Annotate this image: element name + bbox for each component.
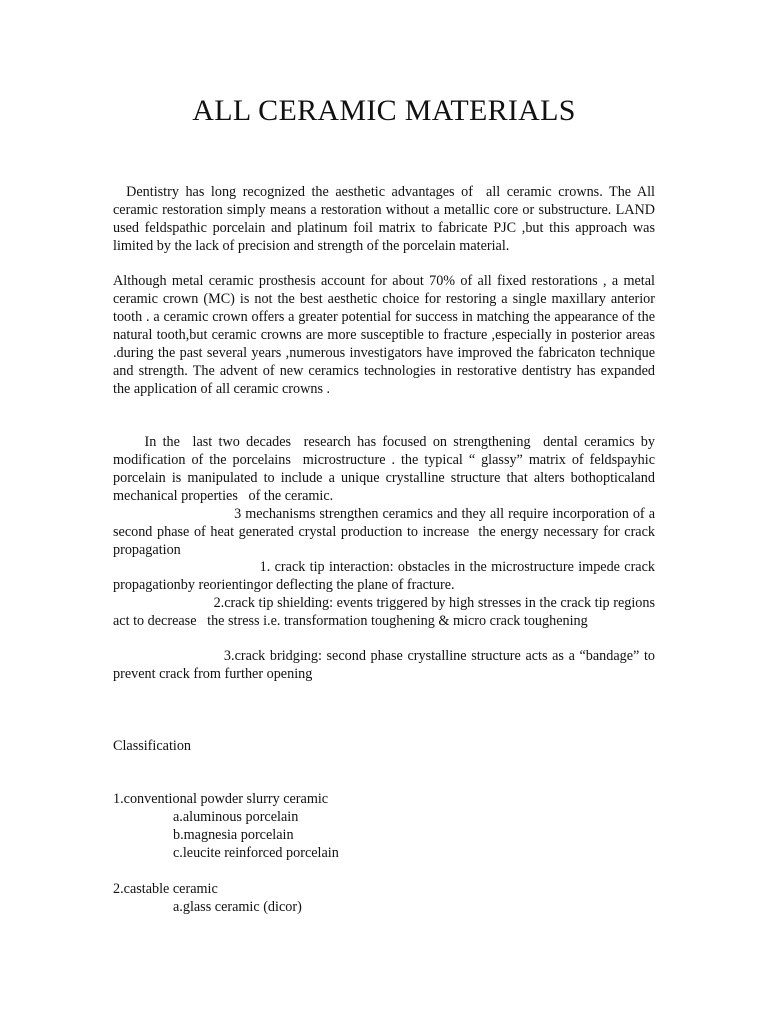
- classification-group-2: [113, 880, 655, 916]
- classification-label: 2.castable ceramic: [113, 881, 218, 897]
- paragraph-metal-ceramic: Although metal ceramic prosthesis account for about 70% of all fixed restorations , a metal ceramic crown (MC) is not the best aesthetic choice for restoring a single maxillary anterior tooth . a ceramic crown offers a greater potential for success in matching the appearance of the natural tooth,but ceramic crowns are more susceptible to fracture ,especially in posterior areas .during the past several years ,numerous investigators have improved the fabricaton technique and strength. The advent of new ceramics technologies in restorative dentistry has expanded the application of all ceramic crowns .: [113, 273, 655, 397]
- classification-label: 1.conventional powder slurry ceramic: [113, 791, 329, 807]
- classification-item: c.leucite reinforced porcelain: [173, 845, 339, 861]
- paragraph-mechanisms: 3 mechanisms strengthen ceramics and they all require incorporation of a second phase of heat generated crystal production to increase the energy necessary for crack propagation: [113, 506, 659, 558]
- mechanism-crack-tip-shielding: 2.crack tip shielding: events triggered by high stresses in the crack tip regions act to decrease the stress i.e. transformation toughening & micro crack toughening: [113, 595, 659, 629]
- document-title: ALL CERAMIC MATERIALS: [192, 94, 576, 127]
- classification-item: b.magnesia porcelain: [173, 827, 294, 843]
- classification-item: a.aluminous porcelain: [173, 809, 299, 825]
- paragraph-intro: Dentistry has long recognized the aesthetic advantages of all ceramic crowns. The All ceramic restoration simply means a restoration without a metallic core or substructure. LAND used feldspathic porcelain and platinum foil matrix to fabricate PJC ,but this approach was limited by the lack of precision and strength of the porcelain material.: [113, 184, 659, 254]
- mechanism-crack-bridging: 3.crack bridging: second phase crystalline structure acts as a “bandage” to prevent crack from further opening: [113, 648, 659, 682]
- mechanism-crack-tip-interaction: 1. crack tip interaction: obstacles in the microstructure impede crack propagationby reorientingor deflecting the plane of fracture.: [113, 559, 659, 593]
- classification-group-1: [113, 790, 655, 862]
- classification-heading: Classification: [113, 738, 192, 754]
- paragraph-research: In the last two decades research has focused on strengthening dental ceramics by modification of the porcelains microstructure . the typical “ glassy” matrix of feldspayhic porcelain is manipulated to include a unique crystalline structure that alters bothopticaland mechanical properties of the ceramic.: [113, 434, 659, 504]
- classification-item: a.glass ceramic (dicor): [173, 899, 302, 915]
